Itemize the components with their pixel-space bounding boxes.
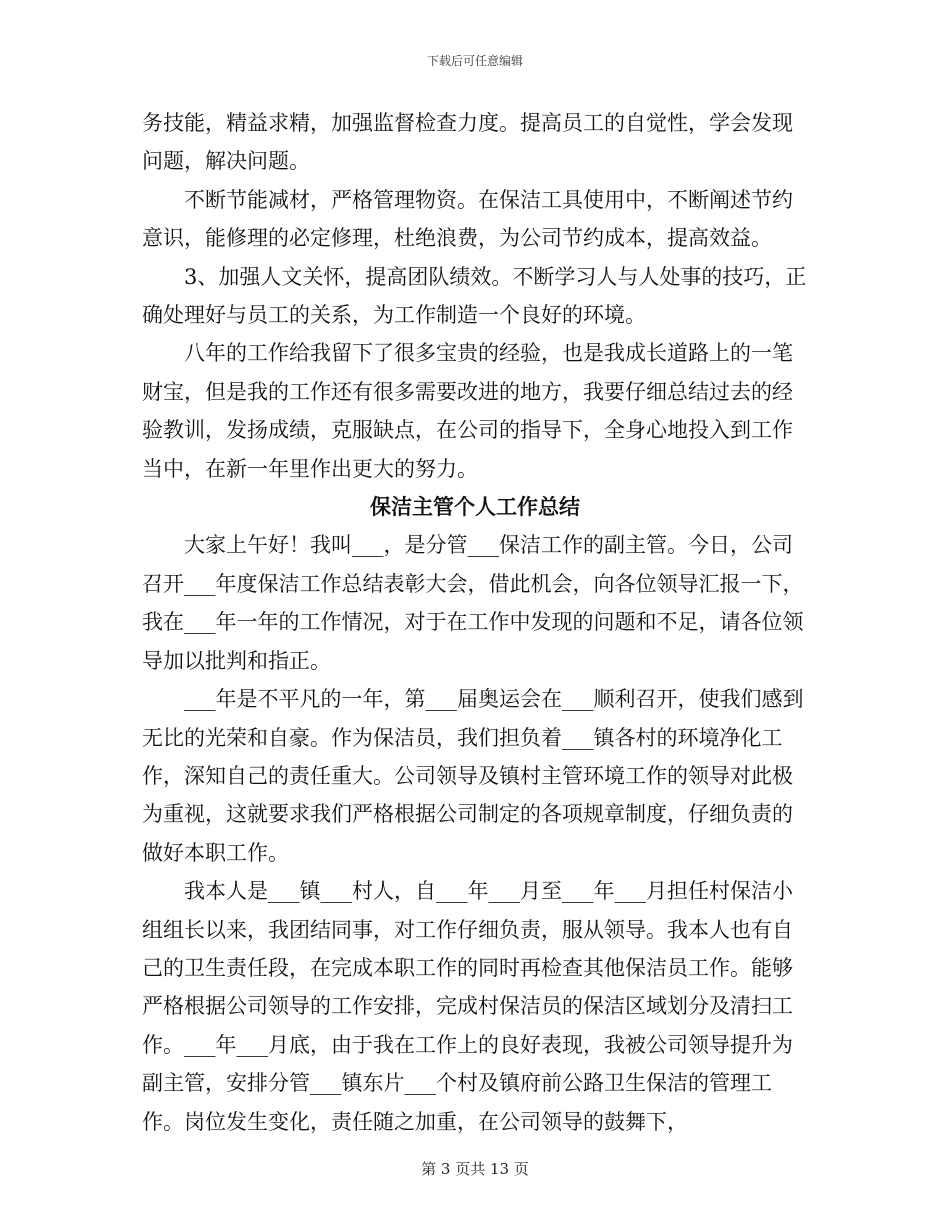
page-footer: 第 3 页共 13 页	[421, 1160, 529, 1178]
section-heading: 保洁主管个人工作总结	[370, 494, 580, 520]
paragraph-6: ___年是不平凡的一年，第___届奥运会在___顺利召开，使我们感到无比的光荣和自豪。作为保洁员，我们担负着___镇各村的环境净化工作，深知自己的责任重大。公司领导及镇村主管环境工作的领导对此极为重视，这就要求我们严格根据公司制定的各项规章制度，仔细负责的做好本职工作。	[142, 687, 804, 865]
paragraph-1: 务技能，精益求精，加强监督检查力度。提高员工的自觉性，学会发现问题，解决问题。	[142, 111, 793, 174]
paragraph-4: 八年的工作给我留下了很多宝贵的经验，也是我成长道路上的一笔财宝，但是我的工作还有很多需要改进的地方，我要仔细总结过去的经验教训，发扬成绩，克服缺点，在公司的指导下，全身心地投入到工作当中，在新一年里作出更大的努力。	[142, 341, 793, 481]
document-body	[142, 104, 808, 1141]
paragraph-5: 大家上午好！我叫___，是分管___保洁工作的副主管。今日，公司召开___年度保洁工作总结表彰大会，借此机会，向各位领导汇报一下，我在___年一年的工作情况，对于在工作中发现的问题和不足，请各位领导加以批判和指正。	[142, 533, 804, 673]
page-header: 下载后可任意编辑	[426, 54, 523, 68]
paragraph-7: 我本人是___镇___村人，自___年___月至___年___月担任村保洁小组组长以来，我团结同事，对工作仔细负责，服从领导。我本人也有自己的卫生责任段，在完成本职工作的同时再检查其他保洁员工作。能够严格根据公司领导的工作安排，完成村保洁员的保洁区域划分及清扫工作。___年___月底，由于我在工作上的良好表现，我被公司领导提升为副主管，安排分管___镇东片___个村及镇府前公路卫生保洁的管理工作。岗位发生变化，责任随之加重，在公司领导的鼓舞下，	[142, 879, 793, 1134]
paragraph-2: 不断节能减材，严格管理物资。在保洁工具使用中，不断阐述节约意识，能修理的必定修理，杜绝浪费，为公司节约成本，提高效益。	[142, 187, 793, 251]
paragraph-3: 3、加强人文关怀，提高团队绩效。不断学习人与人处事的技巧，正确处理好与员工的关系，为工作制造一个良好的环境。	[142, 264, 807, 328]
